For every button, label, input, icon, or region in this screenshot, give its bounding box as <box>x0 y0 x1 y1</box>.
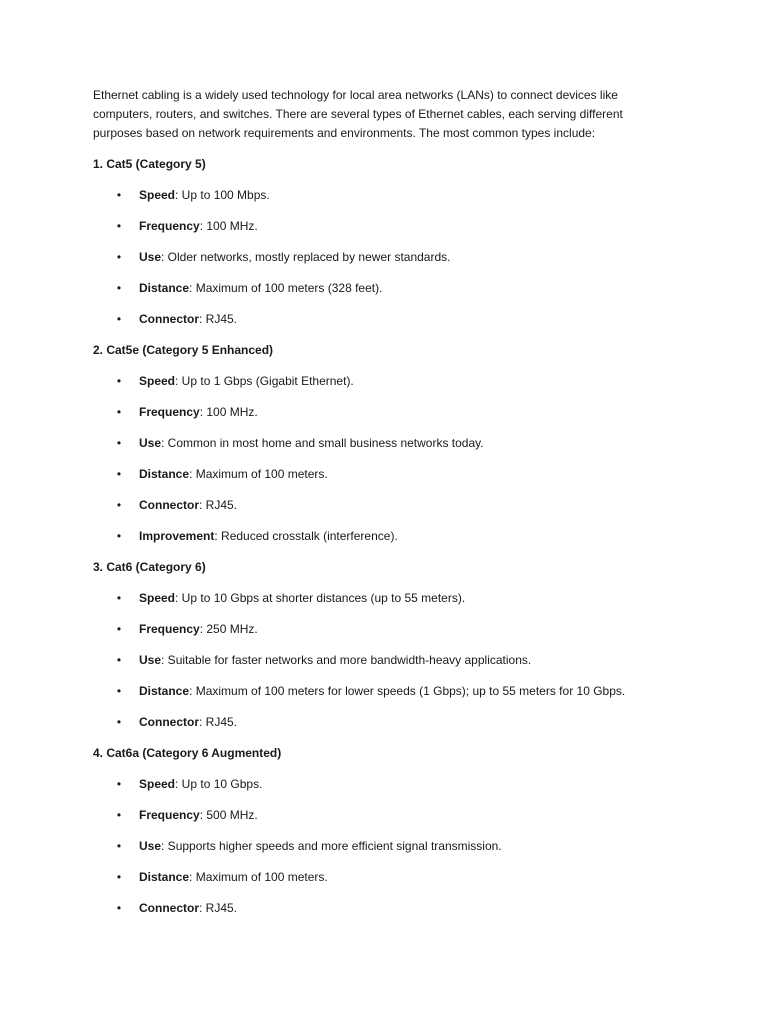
item-text: : Maximum of 100 meters (328 feet). <box>189 281 383 295</box>
list-item <box>93 899 673 918</box>
item-key: Distance <box>139 281 190 295</box>
item-key: Speed <box>139 591 176 605</box>
section-list <box>93 589 673 732</box>
bullet-icon: • <box>116 219 122 233</box>
item-text: : 500 MHz. <box>199 808 258 822</box>
list-item <box>93 775 673 794</box>
item-text: : Maximum of 100 meters. <box>189 467 328 481</box>
intro-paragraph: Ethernet cabling is a widely used technology for local area networks (LANs) to connect devices like computers, routers, and switches. There are several types of Ethernet cables, each serving different purposes based on network requirements and environments. The most common types include: <box>93 88 623 140</box>
item-key: Speed <box>139 777 176 791</box>
item-text: : Supports higher speeds and more efficient signal transmission. <box>161 839 502 853</box>
list-item <box>93 310 673 329</box>
item-key: Connector <box>139 715 199 729</box>
list-item <box>93 806 673 825</box>
item-key: Connector <box>139 312 199 326</box>
list-item <box>93 434 673 453</box>
item-key: Use <box>139 436 162 450</box>
bullet-icon: • <box>116 808 122 822</box>
item-text: : Common in most home and small business networks today. <box>161 436 484 450</box>
item-key: Distance <box>139 870 190 884</box>
list-item <box>93 651 673 670</box>
section-heading: 4. Cat6a (Category 6 Augmented) <box>93 746 282 760</box>
list-item <box>93 527 673 546</box>
section-list <box>93 186 673 329</box>
section-heading: 1. Cat5 (Category 5) <box>93 157 206 171</box>
item-key: Use <box>139 250 162 264</box>
item-key: Distance <box>139 467 190 481</box>
item-key: Connector <box>139 901 199 915</box>
item-text: : Maximum of 100 meters for lower speeds (1 Gbps); up to 55 meters for 10 Gbps. <box>189 684 626 698</box>
list-item <box>93 713 673 732</box>
item-key: Frequency <box>139 622 200 636</box>
item-key: Distance <box>139 684 190 698</box>
bullet-icon: • <box>116 591 122 605</box>
item-key: Speed <box>139 374 176 388</box>
item-text: : Older networks, mostly replaced by newer standards. <box>161 250 451 264</box>
item-text: : Maximum of 100 meters. <box>189 870 328 884</box>
list-item <box>93 279 673 298</box>
bullet-icon: • <box>116 529 122 543</box>
list-item <box>93 837 673 856</box>
item-text: : Up to 10 Gbps at shorter distances (up to 55 meters). <box>175 591 466 605</box>
item-key: Speed <box>139 188 176 202</box>
list-item <box>93 589 673 608</box>
list-item <box>93 403 673 422</box>
list-item <box>93 372 673 391</box>
item-text: : Up to 100 Mbps. <box>175 188 270 202</box>
item-key: Frequency <box>139 219 200 233</box>
item-text: : Up to 1 Gbps (Gigabit Ethernet). <box>175 374 354 388</box>
bullet-icon: • <box>116 405 122 419</box>
list-item <box>93 682 673 701</box>
item-key: Frequency <box>139 808 200 822</box>
sections-container <box>93 155 673 918</box>
bullet-icon: • <box>116 250 122 264</box>
item-key: Frequency <box>139 405 200 419</box>
bullet-icon: • <box>116 374 122 388</box>
item-text: : Reduced crosstalk (interference). <box>214 529 398 543</box>
item-key: Connector <box>139 498 199 512</box>
bullet-icon: • <box>116 870 122 884</box>
item-text: : Suitable for faster networks and more bandwidth-heavy applications. <box>161 653 532 667</box>
item-key: Use <box>139 653 162 667</box>
bullet-icon: • <box>116 653 122 667</box>
bullet-icon: • <box>116 777 122 791</box>
item-text: : RJ45. <box>199 498 238 512</box>
section-heading: 2. Cat5e (Category 5 Enhanced) <box>93 343 274 357</box>
item-key: Use <box>139 839 162 853</box>
item-text: : Up to 10 Gbps. <box>175 777 263 791</box>
item-text: : 100 MHz. <box>199 219 258 233</box>
document-page <box>93 86 673 918</box>
list-item <box>93 248 673 267</box>
section-heading: 3. Cat6 (Category 6) <box>93 560 206 574</box>
bullet-icon: • <box>116 715 122 729</box>
item-text: : 100 MHz. <box>199 405 258 419</box>
bullet-icon: • <box>116 901 122 915</box>
item-text: : 250 MHz. <box>199 622 258 636</box>
list-item <box>93 186 673 205</box>
bullet-icon: • <box>116 467 122 481</box>
list-item <box>93 217 673 236</box>
list-item <box>93 620 673 639</box>
section-list <box>93 372 673 546</box>
bullet-icon: • <box>116 281 122 295</box>
bullet-icon: • <box>116 839 122 853</box>
bullet-icon: • <box>116 188 122 202</box>
bullet-icon: • <box>116 436 122 450</box>
item-text: : RJ45. <box>199 715 238 729</box>
bullet-icon: • <box>116 622 122 636</box>
list-item <box>93 465 673 484</box>
section-list <box>93 775 673 918</box>
item-key: Improvement <box>139 529 215 543</box>
list-item <box>93 496 673 515</box>
list-item <box>93 868 673 887</box>
bullet-icon: • <box>116 684 122 698</box>
bullet-icon: • <box>116 498 122 512</box>
bullet-icon: • <box>116 312 122 326</box>
item-text: : RJ45. <box>199 901 238 915</box>
item-text: : RJ45. <box>199 312 238 326</box>
